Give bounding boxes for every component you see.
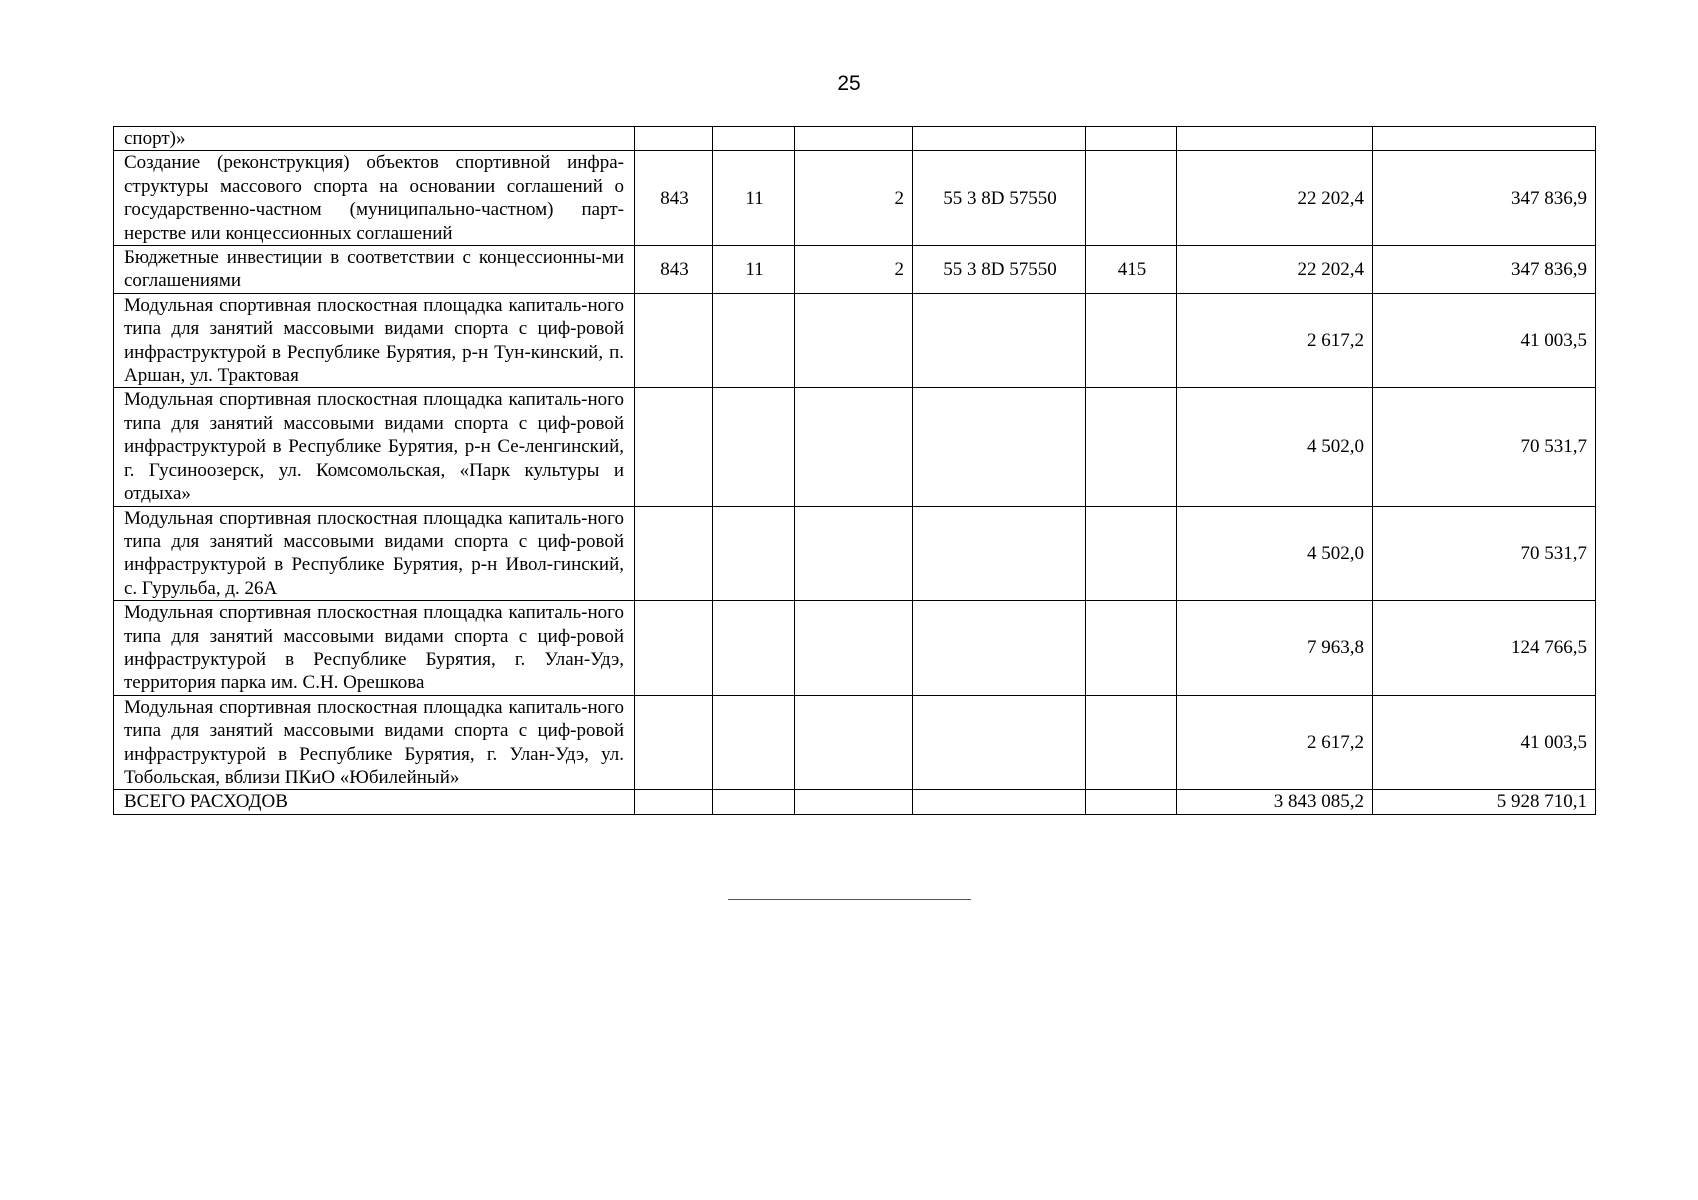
amount-year-2: 347 836,9 <box>1373 246 1596 294</box>
amount-year-2: 41 003,5 <box>1373 293 1596 388</box>
table-row <box>114 506 1596 601</box>
expense-type-code <box>1086 601 1177 696</box>
amount-year-1: 4 502,0 <box>1177 388 1373 506</box>
expense-type-code <box>1086 790 1177 814</box>
subsection-code <box>795 601 913 696</box>
table-row <box>114 601 1596 696</box>
section-code: 11 <box>713 246 795 294</box>
table-row <box>114 246 1596 294</box>
expense-type-code <box>1086 127 1177 151</box>
ministry-code <box>635 601 713 696</box>
target-article-code <box>913 388 1086 506</box>
table-row <box>114 127 1596 151</box>
amount-year-1 <box>1177 127 1373 151</box>
row-name: Модульная спортивная плоскостная площадка капиталь-ного типа для занятий массовыми видами спорта с циф-ровой инфраструктурой в Республике Бурятия, р-н Ивол-гинский, с. Гурульба, д. 26А <box>114 506 635 601</box>
subsection-code: 2 <box>795 246 913 294</box>
amount-year-1: 4 502,0 <box>1177 506 1373 601</box>
target-article-code <box>913 601 1086 696</box>
total-amount-year-2: 5 928 710,1 <box>1373 790 1596 814</box>
amount-year-2: 124 766,5 <box>1373 601 1596 696</box>
ministry-code <box>635 790 713 814</box>
table-row <box>114 151 1596 246</box>
row-name: Модульная спортивная плоскостная площадка капиталь-ного типа для занятий массовыми видами спорта с циф-ровой инфраструктурой в Республике Бурятия, г. Улан-Удэ, территория парка им. С.Н. Орешкова <box>114 601 635 696</box>
target-article-code <box>913 293 1086 388</box>
section-code <box>713 601 795 696</box>
amount-year-1: 7 963,8 <box>1177 601 1373 696</box>
amount-year-2: 347 836,9 <box>1373 151 1596 246</box>
row-name: Модульная спортивная плоскостная площадка капиталь-ного типа для занятий массовыми видами спорта с циф-ровой инфраструктурой в Республике Бурятия, р-н Се-ленгинский, г. Гусиноозерск, ул. Комсомольская, «Парк культуры и отдыха» <box>114 388 635 506</box>
row-name: Бюджетные инвестиции в соответствии с концессионны-ми соглашениями <box>114 246 635 294</box>
table-row <box>114 293 1596 388</box>
row-name: Модульная спортивная плоскостная площадка капиталь-ного типа для занятий массовыми видами спорта с циф-ровой инфраструктурой в Республике Бурятия, г. Улан-Удэ, ул. Тобольская, вблизи ПКиО «Юбилейный» <box>114 695 635 790</box>
section-code <box>713 790 795 814</box>
target-article-code: 55 3 8D 57550 <box>913 246 1086 294</box>
page-number: 25 <box>837 72 861 95</box>
end-of-document-rule <box>728 899 971 900</box>
row-name: Модульная спортивная плоскостная площадка капиталь-ного типа для занятий массовыми видами спорта с циф-ровой инфраструктурой в Республике Бурятия, р-н Тун-кинский, п. Аршан, ул. Трактовая <box>114 293 635 388</box>
amount-year-2: 70 531,7 <box>1373 506 1596 601</box>
section-code <box>713 127 795 151</box>
target-article-code: 55 3 8D 57550 <box>913 151 1086 246</box>
subsection-code <box>795 790 913 814</box>
ministry-code <box>635 506 713 601</box>
ministry-code: 843 <box>635 151 713 246</box>
expense-type-code <box>1086 506 1177 601</box>
row-name: Создание (реконструкция) объектов спортивной инфра-структуры массового спорта на основании соглашений о государственно-частном (муниципально-частном) парт-нерстве или концессионных соглашений <box>114 151 635 246</box>
expenditure-table <box>113 126 1596 815</box>
ministry-code <box>635 388 713 506</box>
amount-year-2 <box>1373 127 1596 151</box>
subsection-code <box>795 506 913 601</box>
ministry-code <box>635 127 713 151</box>
amount-year-1: 22 202,4 <box>1177 151 1373 246</box>
section-code <box>713 388 795 506</box>
ministry-code <box>635 293 713 388</box>
subsection-code: 2 <box>795 151 913 246</box>
target-article-code <box>913 506 1086 601</box>
amount-year-2: 70 531,7 <box>1373 388 1596 506</box>
expense-type-code <box>1086 293 1177 388</box>
section-code <box>713 293 795 388</box>
amount-year-1: 2 617,2 <box>1177 293 1373 388</box>
subsection-code <box>795 695 913 790</box>
expense-type-code <box>1086 151 1177 246</box>
section-code <box>713 506 795 601</box>
target-article-code <box>913 695 1086 790</box>
subsection-code <box>795 293 913 388</box>
section-code <box>713 695 795 790</box>
table-row <box>114 388 1596 506</box>
target-article-code <box>913 127 1086 151</box>
subsection-code <box>795 127 913 151</box>
total-amount-year-1: 3 843 085,2 <box>1177 790 1373 814</box>
amount-year-1: 22 202,4 <box>1177 246 1373 294</box>
expense-type-code: 415 <box>1086 246 1177 294</box>
amount-year-2: 41 003,5 <box>1373 695 1596 790</box>
amount-year-1: 2 617,2 <box>1177 695 1373 790</box>
row-name: спорт)» <box>114 127 635 151</box>
expense-type-code <box>1086 695 1177 790</box>
ministry-code: 843 <box>635 246 713 294</box>
ministry-code <box>635 695 713 790</box>
subsection-code <box>795 388 913 506</box>
total-row <box>114 790 1596 814</box>
expense-type-code <box>1086 388 1177 506</box>
target-article-code <box>913 790 1086 814</box>
table-row <box>114 695 1596 790</box>
section-code: 11 <box>713 151 795 246</box>
total-label: ВСЕГО РАСХОДОВ <box>114 790 635 814</box>
